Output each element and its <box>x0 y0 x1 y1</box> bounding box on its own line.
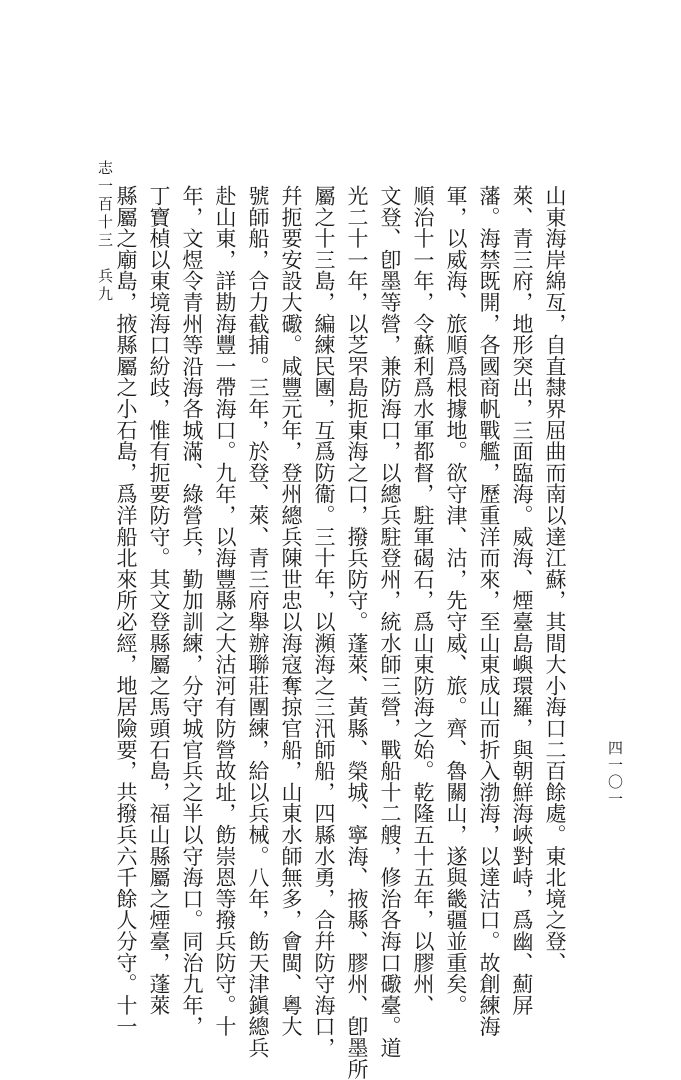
text-column-6: 文登、卽墨等營，兼防海口，以總兵駐登州，統水師三營，戰船十二艘，修治各海口礮臺。道 <box>378 185 402 1059</box>
text-column-4: 軍，以威海、旅順爲根據地。欲守津、沽，先守威、旅。齊、魯關山，遂與畿疆並重矣。 <box>444 185 468 1016</box>
text-column-10: 號師船，合力截捕。三年，於登、萊、青三府舉辦聯莊團練，給以兵械。八年，飭天津鎭總兵 <box>246 185 270 1059</box>
text-column-11: 赴山東，詳勘海豐一帶海口。九年，以海豐縣之大沽河有防營故址，飭崇恩等撥兵防守。十 <box>213 185 237 1037</box>
text-column-3: 藩。海禁既開，各國商帆戰艦，歷重洋而來，至山東成山而折入渤海，以達沽口。故創練海 <box>477 185 501 1037</box>
text-column-7: 光二十一年，以芝罘島扼東海之口，撥兵防守。蓬萊、黃縣、榮城、寧海、掖縣、膠州、卽墨所 <box>345 185 369 1080</box>
page-number: 四一〇一 <box>606 740 624 808</box>
text-column-9: 幷扼要安設大礮。咸豐元年，登州總兵陳世忠以海寇奪掠官船，山東水師無多，會閩、粵大 <box>279 185 303 1037</box>
text-column-8: 屬之十三島，編練民團，互爲防衞。三十年，以瀕海之三汛師船，四縣水勇，合幷防守海口， <box>312 185 336 1059</box>
text-column-14: 縣屬之廟島，掖縣屬之小石島，爲洋船北來所必經，地居險要，共撥兵六千餘人分守。十一 <box>114 185 138 1037</box>
text-column-1: 山東海岸綿亙，自直隸界屈曲而南以達江蘇，其間大小海口二百餘處。東北境之登、 <box>543 185 567 974</box>
text-column-2: 萊、青三府，地形突出，三面臨海。威海、煙臺島嶼環羅，與朝鮮海峽對峙，爲幽、薊屏 <box>510 185 534 1016</box>
running-head: 志一百十三 兵九 <box>96 160 114 304</box>
text-column-13: 丁寶楨以東境海口紛歧，惟有扼要防守。其文登縣屬之馬頭石島，福山縣屬之煙臺，蓬萊 <box>147 185 171 1016</box>
text-column-5: 順治十一年，令蘇利爲水軍都督，駐軍碣石，爲山東防海之始。乾隆五十五年，以膠州、 <box>411 185 435 1016</box>
text-column-12: 年，文煜令青州等沿海各城滿、綠營兵，勤加訓練，分守城官兵之半以守海口。同治九年， <box>180 185 204 1037</box>
